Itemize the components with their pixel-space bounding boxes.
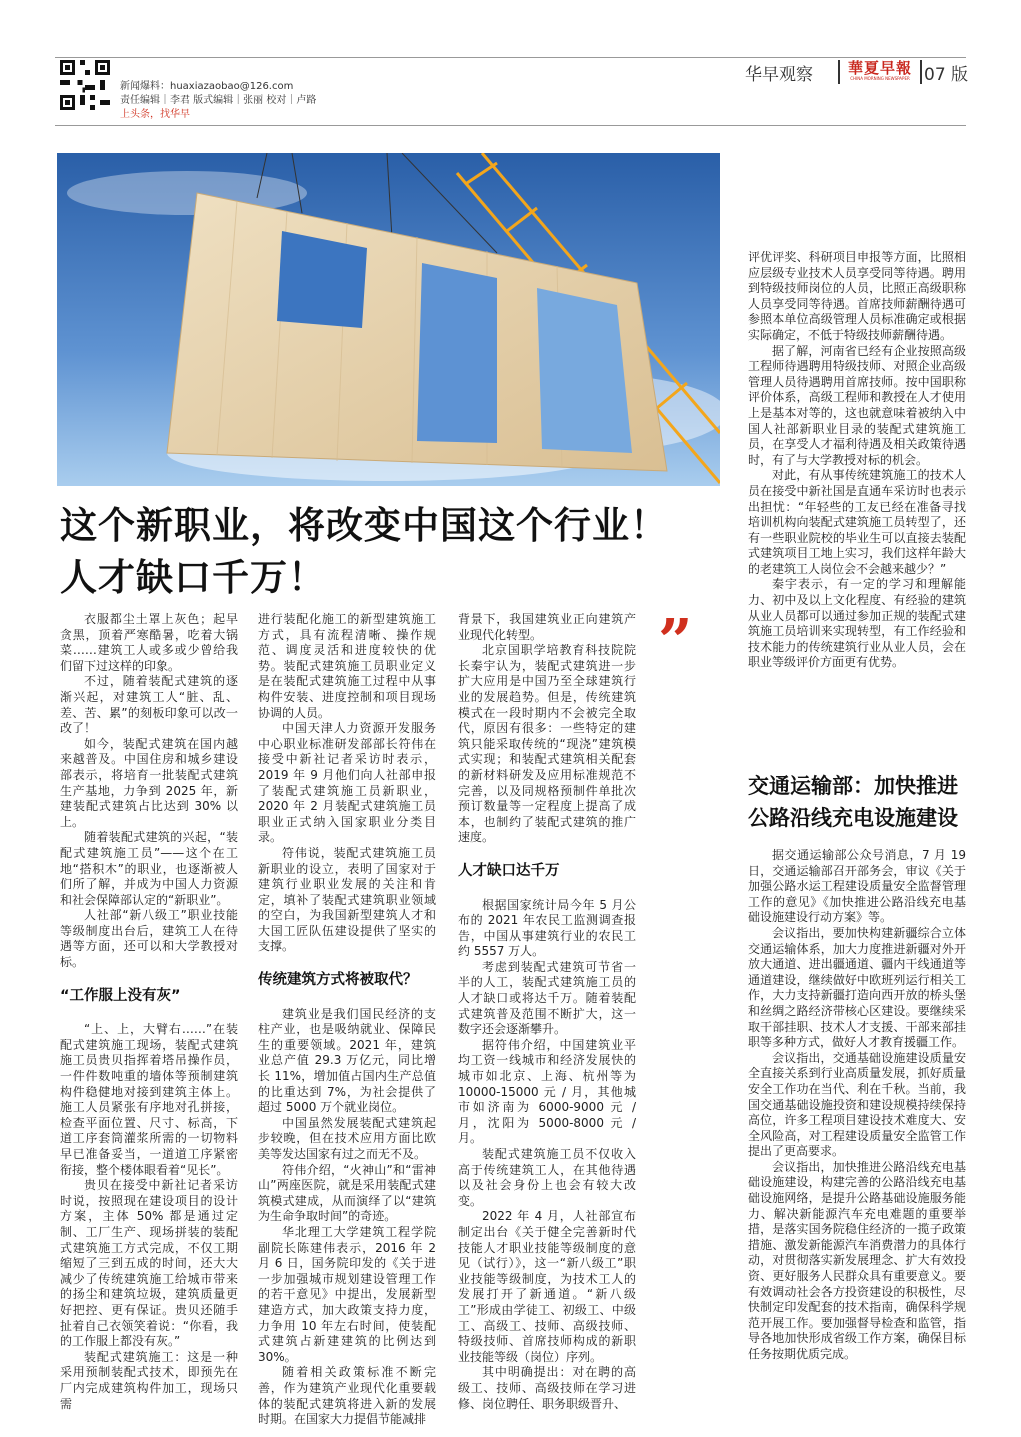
header-bottom-rule xyxy=(55,125,966,126)
headline-line-1: 这个新职业，将改变中国这个行业！ xyxy=(60,504,668,547)
article-column-4 xyxy=(748,250,966,671)
qr-code[interactable] xyxy=(60,60,110,110)
paragraph: 随着装配式建筑的兴起，“装配式建筑施工员”——这个在工地“搭积木”的职业，也逐渐被人们所了解，并成为中国人力资源和社会保障部认定的“新职业”。 xyxy=(60,830,238,907)
subheading: 人才缺口达千万 xyxy=(458,862,560,879)
crane-wall-photo xyxy=(57,153,720,486)
paragraph: 进行装配化施工的新型建筑施工方式，具有流程清晰、操作规范、调度灵活和进度较快的优势。装配式建筑施工员职业定义是在装配式建筑施工过程中从事构件安装、进度控制和项目现场协调的人员。 xyxy=(258,612,436,720)
paragraph: 2022 年 4 月，人社部宣布制定出台《关于健全完善新时代技能人才职业技能等级制度的意见（试行）》，这一“新八级工”职业技能等级制度，为技术工人的发展打开了新通道。“新八级工”形成由学徒工、初级工、中级工、高级工、技师、高级技师、特级技师、首席技师构成的新职业技能等级（岗位）序列。 xyxy=(458,1209,636,1364)
paragraph: 根据国家统计局今年 5 月公布的 2021 年农民工监测调查报告，中国从事建筑行业的农民工约 5557 万人。 xyxy=(458,897,636,959)
paragraph: 对此，有从事传统建筑施工的技术人员在接受中新社国是直通车采访时也表示出担忧：“年轻些的工友已经在准备寻找培训机构向装配式建筑施工员转型了，还有一些职业院校的毕业生可以直接去装配式建筑项目工地上实习，我们这样年龄大的老建筑工人岗位会不会越来越少？” xyxy=(748,468,966,576)
tagline: 上头条，找华早 xyxy=(120,109,190,120)
paragraph: 建筑业是我们国民经济的支柱产业，也是吸纳就业、保障民生的重要领域。2021 年，建筑业总产值 29.3 万亿元，同比增长 11%，增加值占国内生产总值的比重达到 7%，为社会提供了超过 5000 万个就业岗位。 xyxy=(258,1006,436,1115)
paragraph: 装配式建筑施工：这是一种采用预制装配式技术，即预先在厂内完成建筑构件加工，现场只需 xyxy=(60,1349,238,1411)
paragraph: 会议指出，加快推进公路沿线充电基础设施建设，构建完善的公路沿线充电基础设施网络，是提升公路基础设施服务能力、解决新能源汽车充电难题的重要举措，是落实国务院稳住经济的一揽子政策措施、激发新能源汽车消费潜力的具体行动，对贯彻落实新发展理念、扩大有效投资、更好服务人民群众具有重要意义。要有效调动社会各方投资建设的积极性，尽快制定印发配套的技术指南，确保科学规范开展工作。要加强督导检查和监管，指导各地加快形成省级工作方案，确保目标任务按期优质完成。 xyxy=(748,1159,966,1361)
page-number: 07 版 xyxy=(924,65,969,85)
headline xyxy=(60,500,730,604)
paragraph: 华北理工大学建筑工程学院副院长陈建伟表示，2016 年 2 月 6 日，国务院印发的《关于进一步加强城市规划建设管理工作的若干意见》中提出，发展新型建造方式，加大政策支持力度，力争用 10 年左右时间，使装配式建筑占新建建筑的比例达到 30%。 xyxy=(258,1224,436,1364)
paragraph: 中国虽然发展装配式建筑起步较晚，但在技术应用方面比欧美等发达国家有过之而无不及。 xyxy=(258,1115,436,1161)
paragraph: 如今，装配式建筑在国内越来越普及。中国住房和城乡建设部表示，将培育一批装配式建筑生产基地，力争到 2025 年，新建装配式建筑占比达到 30% 以上。 xyxy=(60,736,238,829)
side-article-body xyxy=(748,848,966,1363)
paragraph: 背景下，我国建筑业正向建筑产业现代化转型。 xyxy=(458,612,636,642)
quote-mark-icon: ” xyxy=(658,607,693,677)
newspaper-logo xyxy=(838,60,922,84)
paragraph: 其中明确提出：对在聘的高级工、技师、高级技师在学习进修、岗位聘任、职务职级晋升、 xyxy=(458,1365,636,1411)
paragraph: 人社部“新八级工”职业技能等级制度出台后，建筑工人在待遇等方面，还可以和大学教授对标。 xyxy=(60,908,238,970)
paragraph: 北京国职学培教育科技院院长秦宇认为，装配式建筑进一步扩大应用是中国乃至全球建筑行业的发展趋势。但是，传统建筑模式在一段时期内不会被完全取代，原因有很多：一些特定的建筑只能采取传统的“现浇”建筑模式实现；和装配式建筑相关配套的新材料研发及应用标准规范不完善，以及同规格预制件单批次预订数量等一定程度上提高了成本，也制约了装配式建筑的推广速度。 xyxy=(458,643,636,845)
article-column-2 xyxy=(258,612,436,1428)
paragraph: 会议指出，要加快构建新疆综合立体交通运输体系，加大力度推进新疆对外开放大通道、进出疆通道、疆内干线通道等通道建设，继续做好中欧班列运行相关工作，大力支持新疆打造向西开放的桥头堡和丝绸之路经济带核心区建设。要继续采取干部挂职、技术人才支援、干部来部挂职等多种方式，做好人才教育援疆工作。 xyxy=(748,925,966,1050)
paragraph: 衣服都尘土罩上灰色；起早贪黑，顶着严寒酷暑，吃着大锅菜……建筑工人或多或少曾给我们留下过这样的印象。 xyxy=(60,612,238,673)
headline-line-2: 人才缺口千万！ xyxy=(60,556,326,599)
paragraph: 据了解，河南省已经有企业按照高级工程师待遇聘用特级技师、对照企业高级管理人员待遇聘用首席技师。按中国职称评价体系，高级工程师和教授在人才使用上是基本对等的，这也就意味着被纳入中国人社部新职业目录的装配式建筑施工员，在享受人才福利待遇及相关政策待遇时，有了与大学教授对标的机会。 xyxy=(748,343,966,467)
article-column-3 xyxy=(458,612,636,1412)
paragraph: 秦宇表示，有一定的学习和理解能力、初中及以上文化程度、有经验的建筑从业人员都可以通过参加正规的装配式建筑施工员培训来实现转型，有工作经验和技术能力的传统建筑行业从业人员，会在职业等级评价方面更有优势。 xyxy=(748,577,966,670)
section-name: 华早观察 xyxy=(745,65,813,85)
paragraph: 不过，随着装配式建筑的逐渐兴起，对建筑工人“脏、乱、差、苦、累”的刻板印象可以改一改了！ xyxy=(60,674,238,736)
subheading: “工作服上没有灰” xyxy=(60,987,181,1004)
paragraph: 随着相关政策标准不断完善，作为建筑产业现代化重要载体的装配式建筑将进入新的发展时期。在国家大力提倡节能减排 xyxy=(258,1365,436,1427)
header-top-rule xyxy=(55,57,966,58)
paragraph: 符伟说，装配式建筑施工员新职业的设立，表明了国家对于建筑行业职业发展的关注和肯定，填补了装配式建筑职业领域的空白，为我国新型建筑人才和大国工匠队伍建设提供了坚实的支撑。 xyxy=(258,845,436,954)
logo-text: 華夏早報 xyxy=(847,59,912,77)
side-article-title: 交通运输部：加快推进公路沿线充电设施建设 xyxy=(748,774,958,830)
logo-subtitle: CHINA MORNING NEWSPAPER xyxy=(850,76,910,81)
paragraph: 贵贝在接受中新社记者采访时说，按照现在建设项目的设计方案，主体 50% 都是通过定制、工厂生产、现场拼装的装配式建筑施工方式完成，不仅工期缩短了三到五成的时间，还大大减少了传统建筑施工给城市带来的扬尘和建筑垃圾，建筑质量更好把控、更有保证。贵贝还随手扯着自己衣领笑着说：“你看，我的工作服上都没有灰。” xyxy=(60,1178,238,1349)
subheading: 传统建筑方式将被取代？ xyxy=(258,972,418,989)
hotline: 新闻爆料：huaxiazaobao@126.com xyxy=(120,81,294,92)
editor-credits: 责任编辑｜李君 版式编辑｜张丽 校对｜卢路 xyxy=(120,95,317,106)
article-column-1 xyxy=(60,612,238,1412)
paragraph: “上、上，大臂右……”在装配式建筑施工现场，装配式建筑施工员贵贝指挥着塔吊操作员，一件件数吨重的墙体等预制建筑构件稳健地对接到建筑主体上。施工人员紧张有序地对孔拼接，检查平面位置、尺寸、标高，下道工序套筒灌浆所需的一切物料早已准备妥当，一道道工序紧密衔接，整个楼体眼看着“见长”。 xyxy=(60,1022,238,1177)
paragraph: 会议指出，交通基础设施建设质量安全直接关系到行业高质量发展，抓好质量安全工作功在当代、利在千秋。当前，我国交通基础设施投资和建设规模持续保持高位，许多工程项目建设技术难度大、安全风险高，对工程建设质量安全监管工作提出了更高要求。 xyxy=(748,1050,966,1159)
paragraph: 考虑到装配式建筑可节省一半的人工，装配式建筑施工员的人才缺口或将达千万。随着装配式建筑普及范围不断扩大，这一数字还会逐渐攀升。 xyxy=(458,959,636,1037)
paragraph: 符伟介绍，“火神山”和“雷神山”两座医院，就是采用装配式建筑模式建成，从而演绎了以“建筑为生命争取时间”的奇迹。 xyxy=(258,1162,436,1224)
paragraph: 评优评奖、科研项目申报等方面，比照相应层级专业技术人员享受同等待遇。聘用到特级技师岗位的人员，比照正高级职称人员享受同等待遇。首席技师薪酬待遇可参照本单位高级管理人员标准确定或根据实际确定，不低于特级技师薪酬待遇。 xyxy=(748,250,966,342)
paragraph: 据交通运输部公众号消息，7 月 19 日，交通运输部召开部务会，审议《关于加强公路水运工程建设质量安全监督管理工作的意见》《加快推进公路沿线充电基础设施建设行动方案》等。 xyxy=(748,848,966,925)
paragraph: 据符伟介绍，中国建筑业平均工资一线城市和经济发展快的城市如北京、上海、杭州等为 10000-15000 元 / 月，其他城市如济南为 6000-9000 元 / 月，沈阳为 5000-8000 元 / 月。 xyxy=(458,1037,636,1146)
paragraph: 中国天津人力资源开发服务中心职业标准研发部部长符伟在接受中新社记者采访时表示，2019 年 9 月他们向人社部申报了装配式建筑施工员新职业，2020 年 2 月装配式建筑施工员职业正式纳入国家职业分类目录。 xyxy=(258,721,436,845)
paragraph: 装配式建筑施工员不仅收入高于传统建筑工人，在其他待遇以及社会身份上也会有较大改变。 xyxy=(458,1147,636,1208)
